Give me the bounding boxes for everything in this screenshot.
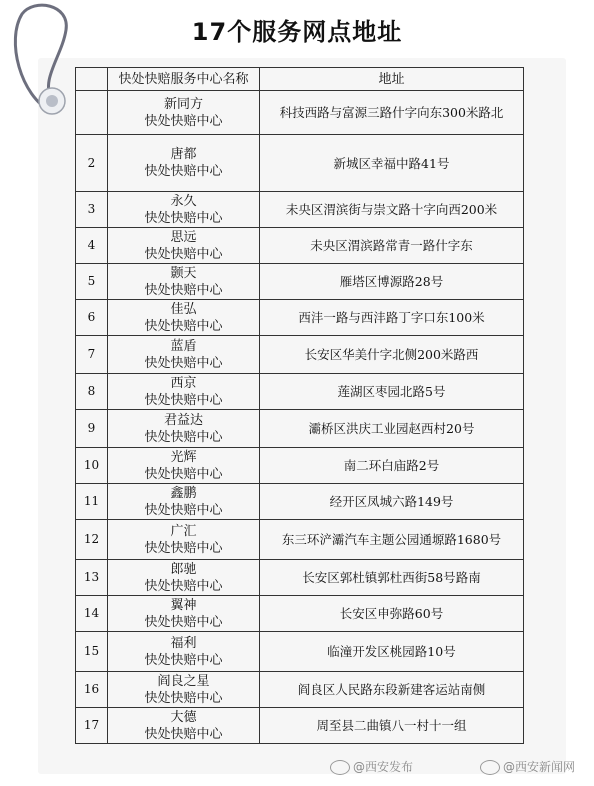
header-center-name: 快处快赔服务中心名称 (108, 68, 260, 91)
page-title: 17个服务网点地址 (191, 18, 403, 46)
center-type: 快处快赔中心 (144, 113, 223, 129)
center-name-cell (108, 264, 260, 300)
center-name: 阎良之星 (157, 673, 210, 689)
center-name: 大德 (170, 709, 197, 725)
address-cell: 长安区申弥路60号 (260, 596, 524, 632)
row-index: 7 (76, 336, 108, 374)
center-type: 快处快赔中心 (144, 540, 223, 556)
center-name: 鑫鹏 (170, 485, 197, 501)
address-cell: 雁塔区博源路28号 (260, 264, 524, 300)
row-index: 4 (76, 228, 108, 264)
table-row (76, 560, 524, 596)
center-name: 佳弘 (170, 301, 197, 317)
center-name: 唐都 (170, 147, 197, 162)
address-cell: 南二环白庙路2号 (260, 448, 524, 484)
center-name: 新同方 (163, 96, 203, 112)
center-name-cell (108, 560, 260, 596)
center-type: 快处快赔中心 (144, 614, 223, 630)
address-cell: 周至县二曲镇八一村十一组 (260, 708, 524, 744)
center-name: 光辉 (170, 449, 197, 465)
table-row (76, 264, 524, 300)
center-type: 快处快赔中心 (144, 578, 223, 594)
center-type: 快处快赔中心 (144, 502, 223, 518)
table-row (76, 300, 524, 336)
center-name-cell (108, 596, 260, 632)
watermark-text: @西安发布 (353, 760, 414, 774)
table-header-row (76, 68, 524, 91)
center-type: 快处快赔中心 (144, 318, 223, 334)
address-cell: 临潼开发区桃园路10号 (260, 632, 524, 672)
address-cell: 灞桥区洪庆工业园赵西村20号 (260, 410, 524, 448)
weibo-icon (330, 760, 350, 775)
center-name-cell (108, 484, 260, 520)
row-index: 6 (76, 300, 108, 336)
header-index (76, 68, 108, 91)
center-name-cell (108, 708, 260, 744)
table-row (76, 91, 524, 135)
center-name-cell (108, 410, 260, 448)
table-row (76, 336, 524, 374)
address-cell: 莲湖区枣园北路5号 (260, 374, 524, 410)
table-row (76, 228, 524, 264)
table-row (76, 374, 524, 410)
center-name: 广汇 (170, 523, 197, 539)
table-row (76, 672, 524, 708)
row-index: 16 (76, 672, 108, 708)
center-name-cell (108, 300, 260, 336)
address-cell: 科技西路与富源三路什字向东300米路北 (260, 91, 524, 135)
center-type: 快处快赔中心 (144, 429, 223, 445)
center-name-cell (108, 192, 260, 228)
center-type: 快处快赔中心 (144, 355, 223, 371)
address-cell: 长安区郭杜镇郭杜西街58号路南 (260, 560, 524, 596)
address-cell: 未央区渭滨街与崇文路十字向西200米 (260, 192, 524, 228)
center-name: 郎驰 (170, 561, 197, 577)
address-cell: 经开区凤城六路149号 (260, 484, 524, 520)
center-name: 福利 (170, 635, 197, 651)
table-row (76, 520, 524, 560)
center-type: 快处快赔中心 (144, 210, 223, 226)
row-index: 8 (76, 374, 108, 410)
center-type: 快处快赔中心 (144, 164, 223, 179)
row-index: 3 (76, 192, 108, 228)
watermark-right (480, 758, 575, 775)
address-cell: 西沣一路与西沣路丁字口东100米 (260, 300, 524, 336)
center-type: 快处快赔中心 (144, 246, 223, 262)
row-index: 17 (76, 708, 108, 744)
table-row (76, 192, 524, 228)
center-name-cell (108, 336, 260, 374)
address-cell: 东三环浐灞汽车主题公园通塬路1680号 (260, 520, 524, 560)
table-row (76, 632, 524, 672)
center-name: 西京 (170, 375, 197, 391)
row-index: 15 (76, 632, 108, 672)
header-address: 地址 (260, 68, 524, 91)
address-cell: 新城区幸福中路41号 (260, 135, 524, 192)
center-type: 快处快赔中心 (144, 282, 223, 298)
table-row (76, 410, 524, 448)
address-cell: 长安区华美什字北侧200米路西 (260, 336, 524, 374)
table-row (76, 448, 524, 484)
center-name: 君益达 (163, 412, 203, 428)
center-name: 颢天 (170, 265, 197, 281)
center-type: 快处快赔中心 (144, 726, 223, 742)
address-cell: 阎良区人民路东段新建客运站南侧 (260, 672, 524, 708)
row-index: 5 (76, 264, 108, 300)
row-index: 11 (76, 484, 108, 520)
watermark-left (330, 758, 413, 775)
center-name-cell (108, 632, 260, 672)
table-row (76, 596, 524, 632)
weibo-icon (480, 760, 500, 775)
row-index: 13 (76, 560, 108, 596)
row-index: 9 (76, 410, 108, 448)
center-name: 思远 (170, 229, 197, 245)
center-name-cell (108, 228, 260, 264)
row-index: 14 (76, 596, 108, 632)
center-name: 蓝盾 (170, 338, 197, 354)
center-type: 快处快赔中心 (144, 466, 223, 482)
center-type: 快处快赔中心 (144, 690, 223, 706)
address-cell: 未央区渭滨路常青一路什字东 (260, 228, 524, 264)
center-type: 快处快赔中心 (144, 652, 223, 668)
table-row (76, 484, 524, 520)
row-index: 12 (76, 520, 108, 560)
table-row (76, 708, 524, 744)
row-index (76, 91, 108, 135)
table-row (76, 135, 524, 192)
service-points-table (75, 67, 524, 744)
center-name-cell (108, 91, 260, 135)
watermark-text: @西安新闻网 (503, 760, 576, 774)
center-name-cell (108, 135, 260, 192)
row-index: 2 (76, 135, 108, 192)
center-name-cell (108, 374, 260, 410)
center-name-cell (108, 672, 260, 708)
center-name: 翼神 (170, 597, 197, 613)
center-type: 快处快赔中心 (144, 392, 223, 408)
center-name: 永久 (170, 193, 197, 209)
center-name-cell (108, 448, 260, 484)
center-name-cell (108, 520, 260, 560)
row-index: 10 (76, 448, 108, 484)
